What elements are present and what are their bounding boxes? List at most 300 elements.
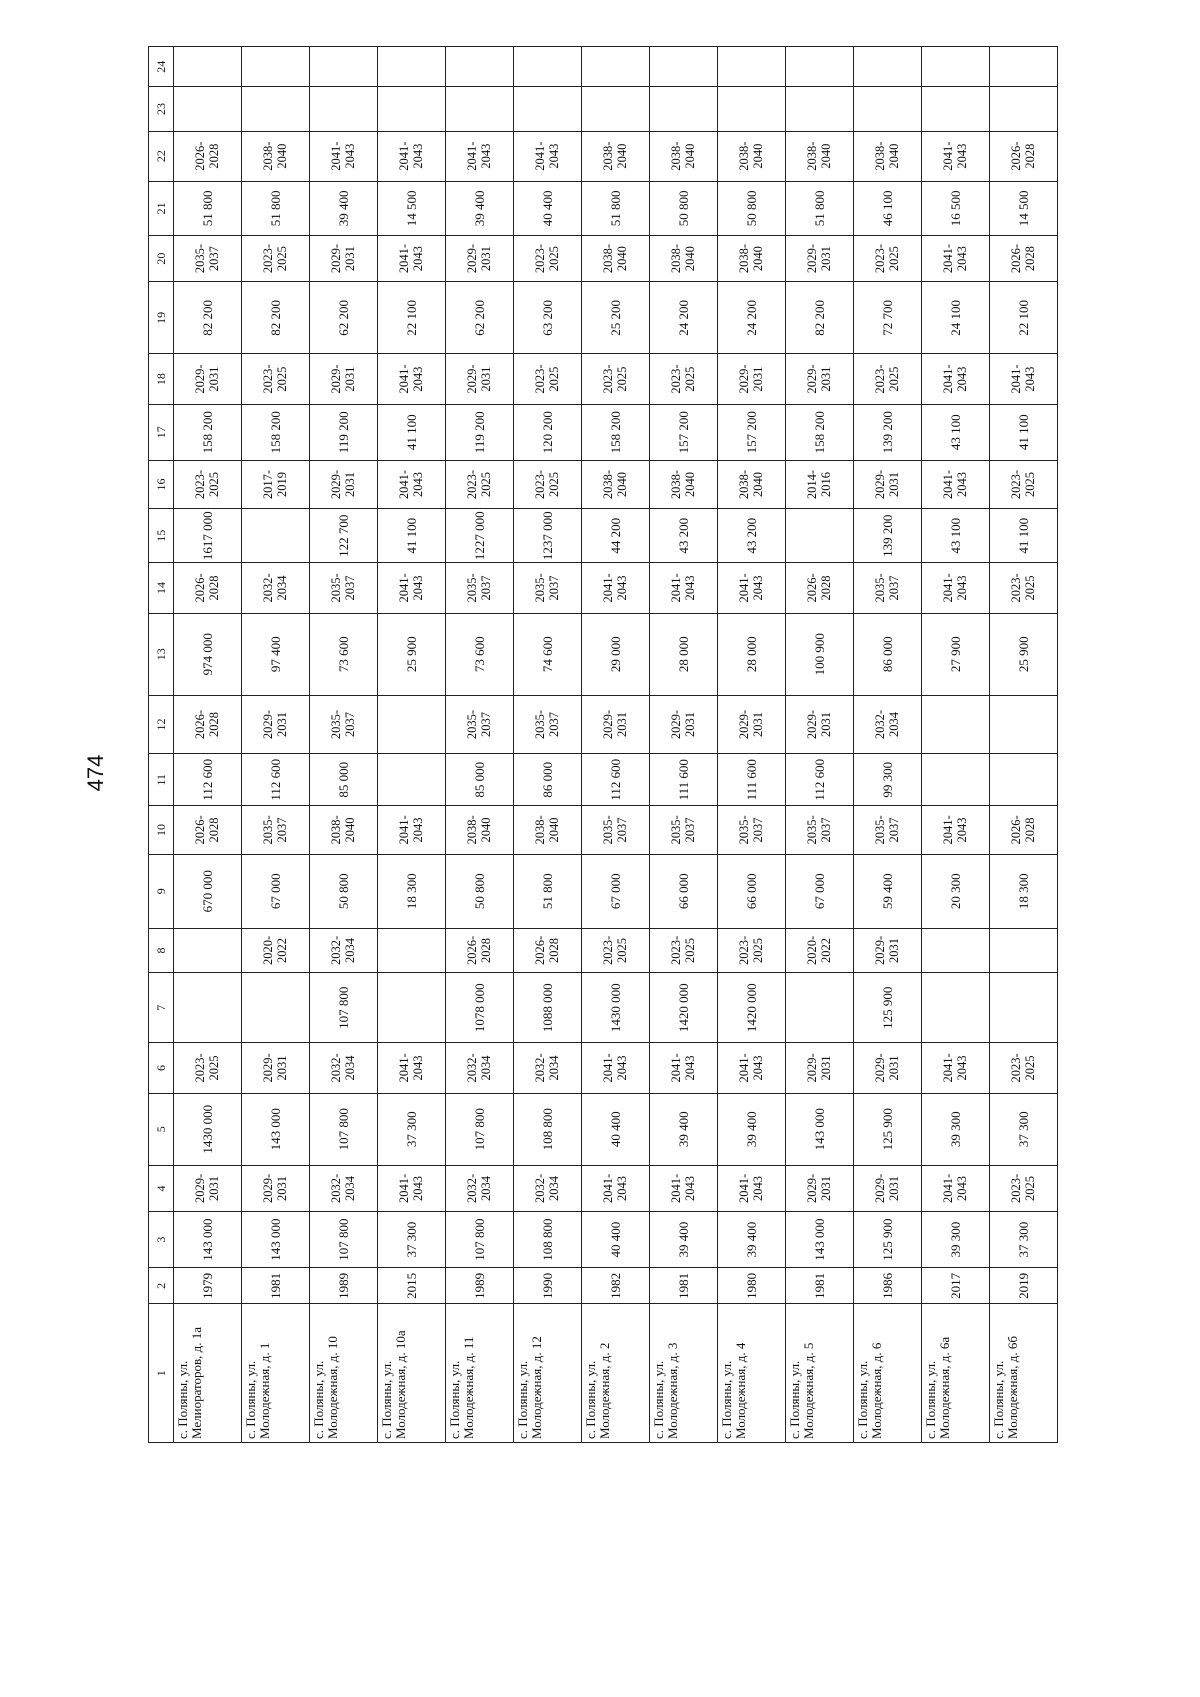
column-header-9: 9 <box>149 854 174 928</box>
value-cell-col-13: 974 000 <box>174 613 242 695</box>
address-cell: с. Поляны, ул. Молодежная, д. 1 <box>242 1304 310 1443</box>
table-row <box>922 47 990 1443</box>
value-cell-col-2: 2015 <box>378 1268 446 1304</box>
column-header-13: 13 <box>149 613 174 695</box>
value-cell-col-15: 139 200 <box>854 509 922 563</box>
value-cell-col-10: 2038-2040 <box>310 806 378 854</box>
value-cell-col-12: 2035-2037 <box>446 695 514 753</box>
value-cell-col-7: 1088 000 <box>514 973 582 1043</box>
column-header-3: 3 <box>149 1212 174 1268</box>
value-cell-col-17: 41 100 <box>378 404 446 460</box>
value-cell-col-11 <box>990 754 1058 806</box>
value-cell-col-6: 2041-2043 <box>582 1043 650 1093</box>
value-cell-col-23 <box>854 87 922 131</box>
value-cell-col-18: 2023-2025 <box>854 354 922 404</box>
address-cell: с. Поляны, ул. Молодежная, д. 12 <box>514 1304 582 1443</box>
value-cell-col-9: 66 000 <box>718 854 786 928</box>
value-cell-col-2: 1981 <box>242 1268 310 1304</box>
value-cell-col-8: 2023-2025 <box>650 928 718 972</box>
value-cell-col-16: 2014-2016 <box>786 460 854 508</box>
value-cell-col-6: 2041-2043 <box>922 1043 990 1093</box>
value-cell-col-8: 2020-2022 <box>242 928 310 972</box>
value-cell-col-6: 2041-2043 <box>718 1043 786 1093</box>
value-cell-col-7 <box>174 973 242 1043</box>
value-cell-col-24 <box>990 47 1058 87</box>
value-cell-col-17: 120 200 <box>514 404 582 460</box>
value-cell-col-9: 67 000 <box>242 854 310 928</box>
registry-table-wrapper <box>148 46 1058 1443</box>
value-cell-col-24 <box>378 47 446 87</box>
value-cell-col-19: 25 200 <box>582 282 650 354</box>
value-cell-col-3: 37 300 <box>378 1212 446 1268</box>
value-cell-col-22: 2026-2028 <box>174 131 242 181</box>
value-cell-col-3: 39 400 <box>718 1212 786 1268</box>
column-header-4: 4 <box>149 1165 174 1211</box>
value-cell-col-7: 107 800 <box>310 973 378 1043</box>
value-cell-col-24 <box>718 47 786 87</box>
value-cell-col-24 <box>854 47 922 87</box>
value-cell-col-24 <box>514 47 582 87</box>
value-cell-col-7: 125 900 <box>854 973 922 1043</box>
value-cell-col-13: 86 000 <box>854 613 922 695</box>
value-cell-col-17: 119 200 <box>310 404 378 460</box>
value-cell-col-10: 2035-2037 <box>718 806 786 854</box>
value-cell-col-5: 39 300 <box>922 1093 990 1165</box>
value-cell-col-2: 1982 <box>582 1268 650 1304</box>
column-header-21: 21 <box>149 181 174 235</box>
value-cell-col-12: 2029-2031 <box>786 695 854 753</box>
address-cell: с. Поляны, ул. Молодежная, д. 3 <box>650 1304 718 1443</box>
value-cell-col-19: 82 200 <box>174 282 242 354</box>
value-cell-col-2: 1981 <box>650 1268 718 1304</box>
value-cell-col-14: 2041-2043 <box>378 563 446 613</box>
value-cell-col-11: 85 000 <box>446 754 514 806</box>
column-header-22: 22 <box>149 131 174 181</box>
value-cell-col-18: 2041-2043 <box>990 354 1058 404</box>
value-cell-col-18: 2023-2025 <box>242 354 310 404</box>
column-header-6: 6 <box>149 1043 174 1093</box>
value-cell-col-8 <box>378 928 446 972</box>
value-cell-col-20: 2029-2031 <box>446 235 514 281</box>
value-cell-col-10: 2041-2043 <box>922 806 990 854</box>
value-cell-col-11: 111 600 <box>718 754 786 806</box>
value-cell-col-4: 2032-2034 <box>514 1165 582 1211</box>
value-cell-col-3: 143 000 <box>174 1212 242 1268</box>
value-cell-col-10: 2026-2028 <box>990 806 1058 854</box>
column-header-8: 8 <box>149 928 174 972</box>
column-header-1: 1 <box>149 1304 174 1443</box>
value-cell-col-3: 40 400 <box>582 1212 650 1268</box>
value-cell-col-24 <box>446 47 514 87</box>
value-cell-col-18: 2029-2031 <box>446 354 514 404</box>
value-cell-col-10: 2035-2037 <box>854 806 922 854</box>
value-cell-col-20: 2023-2025 <box>514 235 582 281</box>
value-cell-col-20: 2026-2028 <box>990 235 1058 281</box>
value-cell-col-16: 2038-2040 <box>718 460 786 508</box>
table-row <box>174 47 242 1443</box>
value-cell-col-18: 2023-2025 <box>582 354 650 404</box>
value-cell-col-23 <box>786 87 854 131</box>
value-cell-col-13: 73 600 <box>310 613 378 695</box>
value-cell-col-22: 2038-2040 <box>650 131 718 181</box>
table-row <box>514 47 582 1443</box>
value-cell-col-5: 37 300 <box>378 1093 446 1165</box>
value-cell-col-16: 2017-2019 <box>242 460 310 508</box>
table-row <box>446 47 514 1443</box>
value-cell-col-13: 73 600 <box>446 613 514 695</box>
column-header-18: 18 <box>149 354 174 404</box>
value-cell-col-9: 51 800 <box>514 854 582 928</box>
value-cell-col-22: 2041-2043 <box>922 131 990 181</box>
value-cell-col-22: 2038-2040 <box>242 131 310 181</box>
value-cell-col-19: 24 100 <box>922 282 990 354</box>
address-cell: с. Поляны, ул. Молодежная, д. 11 <box>446 1304 514 1443</box>
value-cell-col-17: 43 100 <box>922 404 990 460</box>
value-cell-col-3: 107 800 <box>310 1212 378 1268</box>
value-cell-col-14: 2026-2028 <box>174 563 242 613</box>
value-cell-col-23 <box>718 87 786 131</box>
table-row <box>786 47 854 1443</box>
value-cell-col-13: 25 900 <box>990 613 1058 695</box>
value-cell-col-7 <box>990 973 1058 1043</box>
value-cell-col-12: 2029-2031 <box>650 695 718 753</box>
value-cell-col-16: 2023-2025 <box>174 460 242 508</box>
value-cell-col-12 <box>990 695 1058 753</box>
value-cell-col-16: 2041-2043 <box>378 460 446 508</box>
value-cell-col-6: 2041-2043 <box>378 1043 446 1093</box>
value-cell-col-24 <box>650 47 718 87</box>
value-cell-col-22: 2026-2028 <box>990 131 1058 181</box>
value-cell-col-10: 2035-2037 <box>582 806 650 854</box>
value-cell-col-24 <box>310 47 378 87</box>
value-cell-col-11: 99 300 <box>854 754 922 806</box>
value-cell-col-19: 24 200 <box>718 282 786 354</box>
value-cell-col-4: 2023-2025 <box>990 1165 1058 1211</box>
value-cell-col-16: 2023-2025 <box>514 460 582 508</box>
column-header-15: 15 <box>149 509 174 563</box>
value-cell-col-12: 2032-2034 <box>854 695 922 753</box>
value-cell-col-19: 62 200 <box>446 282 514 354</box>
value-cell-col-3: 39 400 <box>650 1212 718 1268</box>
value-cell-col-18: 2023-2025 <box>514 354 582 404</box>
value-cell-col-24 <box>242 47 310 87</box>
value-cell-col-18: 2029-2031 <box>718 354 786 404</box>
value-cell-col-21: 51 800 <box>786 181 854 235</box>
value-cell-col-3: 143 000 <box>242 1212 310 1268</box>
value-cell-col-7: 1430 000 <box>582 973 650 1043</box>
value-cell-col-15: 44 200 <box>582 509 650 563</box>
value-cell-col-3: 108 800 <box>514 1212 582 1268</box>
value-cell-col-23 <box>514 87 582 131</box>
value-cell-col-5: 37 300 <box>990 1093 1058 1165</box>
column-header-7: 7 <box>149 973 174 1043</box>
value-cell-col-20: 2038-2040 <box>582 235 650 281</box>
value-cell-col-20: 2023-2025 <box>242 235 310 281</box>
value-cell-col-14: 2041-2043 <box>582 563 650 613</box>
address-cell: с. Поляны, ул. Молодежная, д. 6 <box>854 1304 922 1443</box>
value-cell-col-5: 143 000 <box>786 1093 854 1165</box>
value-cell-col-5: 1430 000 <box>174 1093 242 1165</box>
value-cell-col-3: 39 300 <box>922 1212 990 1268</box>
value-cell-col-10: 2041-2043 <box>378 806 446 854</box>
value-cell-col-23 <box>650 87 718 131</box>
value-cell-col-2: 2017 <box>922 1268 990 1304</box>
value-cell-col-17: 158 200 <box>786 404 854 460</box>
value-cell-col-10: 2026-2028 <box>174 806 242 854</box>
value-cell-col-13: 74 600 <box>514 613 582 695</box>
address-cell: с. Поляны, ул. Молодежная, д. 10а <box>378 1304 446 1443</box>
value-cell-col-13: 97 400 <box>242 613 310 695</box>
value-cell-col-21: 16 500 <box>922 181 990 235</box>
value-cell-col-21: 51 800 <box>174 181 242 235</box>
value-cell-col-3: 125 900 <box>854 1212 922 1268</box>
column-header-23: 23 <box>149 87 174 131</box>
value-cell-col-17: 119 200 <box>446 404 514 460</box>
value-cell-col-15: 1227 000 <box>446 509 514 563</box>
table-row <box>378 47 446 1443</box>
value-cell-col-2: 1989 <box>310 1268 378 1304</box>
value-cell-col-21: 50 800 <box>650 181 718 235</box>
value-cell-col-13: 28 000 <box>650 613 718 695</box>
value-cell-col-24 <box>582 47 650 87</box>
value-cell-col-5: 39 400 <box>718 1093 786 1165</box>
value-cell-col-13: 28 000 <box>718 613 786 695</box>
value-cell-col-4: 2041-2043 <box>378 1165 446 1211</box>
value-cell-col-2: 1980 <box>718 1268 786 1304</box>
value-cell-col-9: 50 800 <box>310 854 378 928</box>
value-cell-col-7: 1078 000 <box>446 973 514 1043</box>
value-cell-col-11: 112 600 <box>174 754 242 806</box>
value-cell-col-12: 2035-2037 <box>310 695 378 753</box>
value-cell-col-14: 2035-2037 <box>310 563 378 613</box>
value-cell-col-23 <box>310 87 378 131</box>
value-cell-col-4: 2041-2043 <box>650 1165 718 1211</box>
value-cell-col-4: 2032-2034 <box>446 1165 514 1211</box>
address-cell: с. Поляны, ул. Молодежная, д. 6а <box>922 1304 990 1443</box>
value-cell-col-22: 2038-2040 <box>718 131 786 181</box>
value-cell-col-8: 2029-2031 <box>854 928 922 972</box>
value-cell-col-19: 24 200 <box>650 282 718 354</box>
value-cell-col-16: 2023-2025 <box>446 460 514 508</box>
value-cell-col-4: 2029-2031 <box>242 1165 310 1211</box>
address-cell: с. Поляны, ул. Молодежная, д. 10 <box>310 1304 378 1443</box>
value-cell-col-22: 2038-2040 <box>582 131 650 181</box>
value-cell-col-21: 46 100 <box>854 181 922 235</box>
value-cell-col-15 <box>242 509 310 563</box>
value-cell-col-20: 2041-2043 <box>922 235 990 281</box>
value-cell-col-17: 157 200 <box>718 404 786 460</box>
value-cell-col-12 <box>378 695 446 753</box>
value-cell-col-21: 39 400 <box>446 181 514 235</box>
column-header-11: 11 <box>149 754 174 806</box>
column-header-14: 14 <box>149 563 174 613</box>
value-cell-col-22: 2041-2043 <box>310 131 378 181</box>
address-cell: с. Поляны, ул. Молодежная, д. 6б <box>990 1304 1058 1443</box>
value-cell-col-6: 2032-2034 <box>446 1043 514 1093</box>
value-cell-col-3: 143 000 <box>786 1212 854 1268</box>
value-cell-col-17: 158 200 <box>242 404 310 460</box>
value-cell-col-4: 2041-2043 <box>582 1165 650 1211</box>
address-cell: с. Поляны, ул. Молодежная, д. 2 <box>582 1304 650 1443</box>
value-cell-col-5: 108 800 <box>514 1093 582 1165</box>
value-cell-col-14: 2026-2028 <box>786 563 854 613</box>
value-cell-col-12: 2029-2031 <box>718 695 786 753</box>
value-cell-col-17: 158 200 <box>174 404 242 460</box>
column-header-10: 10 <box>149 806 174 854</box>
value-cell-col-9: 66 000 <box>650 854 718 928</box>
value-cell-col-14: 2035-2037 <box>446 563 514 613</box>
column-header-17: 17 <box>149 404 174 460</box>
value-cell-col-14: 2023-2025 <box>990 563 1058 613</box>
value-cell-col-18: 2029-2031 <box>310 354 378 404</box>
value-cell-col-21: 14 500 <box>378 181 446 235</box>
value-cell-col-11 <box>922 754 990 806</box>
table-body <box>174 47 1058 1443</box>
value-cell-col-10: 2038-2040 <box>514 806 582 854</box>
value-cell-col-23 <box>990 87 1058 131</box>
value-cell-col-2: 1979 <box>174 1268 242 1304</box>
value-cell-col-11: 112 600 <box>582 754 650 806</box>
value-cell-col-15: 1237 000 <box>514 509 582 563</box>
table-row <box>582 47 650 1443</box>
value-cell-col-14: 2035-2037 <box>514 563 582 613</box>
value-cell-col-24 <box>922 47 990 87</box>
column-header-2: 2 <box>149 1268 174 1304</box>
value-cell-col-23 <box>242 87 310 131</box>
value-cell-col-23 <box>446 87 514 131</box>
value-cell-col-2: 1986 <box>854 1268 922 1304</box>
value-cell-col-7 <box>378 973 446 1043</box>
value-cell-col-16: 2041-2043 <box>922 460 990 508</box>
value-cell-col-14: 2041-2043 <box>650 563 718 613</box>
value-cell-col-20: 2029-2031 <box>310 235 378 281</box>
value-cell-col-10: 2035-2037 <box>786 806 854 854</box>
value-cell-col-5: 143 000 <box>242 1093 310 1165</box>
value-cell-col-8: 2032-2034 <box>310 928 378 972</box>
value-cell-col-3: 37 300 <box>990 1212 1058 1268</box>
value-cell-col-9: 67 000 <box>582 854 650 928</box>
value-cell-col-16: 2038-2040 <box>650 460 718 508</box>
value-cell-col-22: 2038-2040 <box>854 131 922 181</box>
value-cell-col-2: 1989 <box>446 1268 514 1304</box>
value-cell-col-19: 22 100 <box>990 282 1058 354</box>
value-cell-col-8: 2023-2025 <box>582 928 650 972</box>
value-cell-col-20: 2029-2031 <box>786 235 854 281</box>
address-cell: с. Поляны, ул. Мелиораторов, д. 1а <box>174 1304 242 1443</box>
value-cell-col-14: 2041-2043 <box>718 563 786 613</box>
page-number: 474 <box>83 754 108 792</box>
table-row <box>650 47 718 1443</box>
value-cell-col-5: 40 400 <box>582 1093 650 1165</box>
column-header-16: 16 <box>149 460 174 508</box>
value-cell-col-9: 18 300 <box>378 854 446 928</box>
value-cell-col-19: 82 200 <box>786 282 854 354</box>
value-cell-col-4: 2029-2031 <box>854 1165 922 1211</box>
address-cell: с. Поляны, ул. Молодежная, д. 4 <box>718 1304 786 1443</box>
value-cell-col-6: 2041-2043 <box>650 1043 718 1093</box>
value-cell-col-23 <box>922 87 990 131</box>
table-row <box>718 47 786 1443</box>
value-cell-col-12: 2035-2037 <box>514 695 582 753</box>
value-cell-col-4: 2032-2034 <box>310 1165 378 1211</box>
value-cell-col-12 <box>922 695 990 753</box>
value-cell-col-9: 670 000 <box>174 854 242 928</box>
value-cell-col-4: 2029-2031 <box>174 1165 242 1211</box>
value-cell-col-19: 82 200 <box>242 282 310 354</box>
value-cell-col-17: 157 200 <box>650 404 718 460</box>
value-cell-col-20: 2023-2025 <box>854 235 922 281</box>
value-cell-col-5: 107 800 <box>310 1093 378 1165</box>
value-cell-col-7 <box>786 973 854 1043</box>
value-cell-col-6: 2032-2034 <box>310 1043 378 1093</box>
value-cell-col-15: 41 100 <box>990 509 1058 563</box>
value-cell-col-22: 2041-2043 <box>378 131 446 181</box>
value-cell-col-6: 2023-2025 <box>174 1043 242 1093</box>
value-cell-col-22: 2041-2043 <box>446 131 514 181</box>
column-header-20: 20 <box>149 235 174 281</box>
value-cell-col-20: 2035-2037 <box>174 235 242 281</box>
value-cell-col-15: 43 200 <box>718 509 786 563</box>
column-header-5: 5 <box>149 1093 174 1165</box>
value-cell-col-6: 2029-2031 <box>786 1043 854 1093</box>
value-cell-col-11 <box>378 754 446 806</box>
column-header-19: 19 <box>149 282 174 354</box>
value-cell-col-8 <box>174 928 242 972</box>
value-cell-col-5: 125 900 <box>854 1093 922 1165</box>
value-cell-col-17: 139 200 <box>854 404 922 460</box>
value-cell-col-8: 2020-2022 <box>786 928 854 972</box>
value-cell-col-4: 2041-2043 <box>718 1165 786 1211</box>
value-cell-col-18: 2029-2031 <box>174 354 242 404</box>
value-cell-col-19: 63 200 <box>514 282 582 354</box>
table-row <box>854 47 922 1443</box>
value-cell-col-5: 107 800 <box>446 1093 514 1165</box>
registry-table <box>148 46 1058 1443</box>
value-cell-col-16: 2023-2025 <box>990 460 1058 508</box>
value-cell-col-7: 1420 000 <box>718 973 786 1043</box>
value-cell-col-13: 29 000 <box>582 613 650 695</box>
value-cell-col-11: 112 600 <box>786 754 854 806</box>
value-cell-col-9: 67 000 <box>786 854 854 928</box>
value-cell-col-15 <box>786 509 854 563</box>
value-cell-col-21: 51 800 <box>582 181 650 235</box>
value-cell-col-17: 158 200 <box>582 404 650 460</box>
value-cell-col-19: 72 700 <box>854 282 922 354</box>
column-header-24: 24 <box>149 47 174 87</box>
value-cell-col-8: 2023-2025 <box>718 928 786 972</box>
value-cell-col-18: 2041-2043 <box>378 354 446 404</box>
value-cell-col-8: 2026-2028 <box>514 928 582 972</box>
value-cell-col-14: 2032-2034 <box>242 563 310 613</box>
value-cell-col-20: 2041-2043 <box>378 235 446 281</box>
value-cell-col-21: 39 400 <box>310 181 378 235</box>
value-cell-col-10: 2035-2037 <box>650 806 718 854</box>
value-cell-col-12: 2026-2028 <box>174 695 242 753</box>
address-cell: с. Поляны, ул. Молодежная, д. 5 <box>786 1304 854 1443</box>
value-cell-col-14: 2041-2043 <box>922 563 990 613</box>
table-row <box>310 47 378 1443</box>
value-cell-col-6: 2029-2031 <box>854 1043 922 1093</box>
value-cell-col-10: 2038-2040 <box>446 806 514 854</box>
value-cell-col-7 <box>242 973 310 1043</box>
table-row <box>990 47 1058 1443</box>
value-cell-col-18: 2023-2025 <box>650 354 718 404</box>
header-row <box>149 47 174 1443</box>
value-cell-col-12: 2029-2031 <box>242 695 310 753</box>
value-cell-col-13: 25 900 <box>378 613 446 695</box>
value-cell-col-21: 51 800 <box>242 181 310 235</box>
value-cell-col-24 <box>786 47 854 87</box>
